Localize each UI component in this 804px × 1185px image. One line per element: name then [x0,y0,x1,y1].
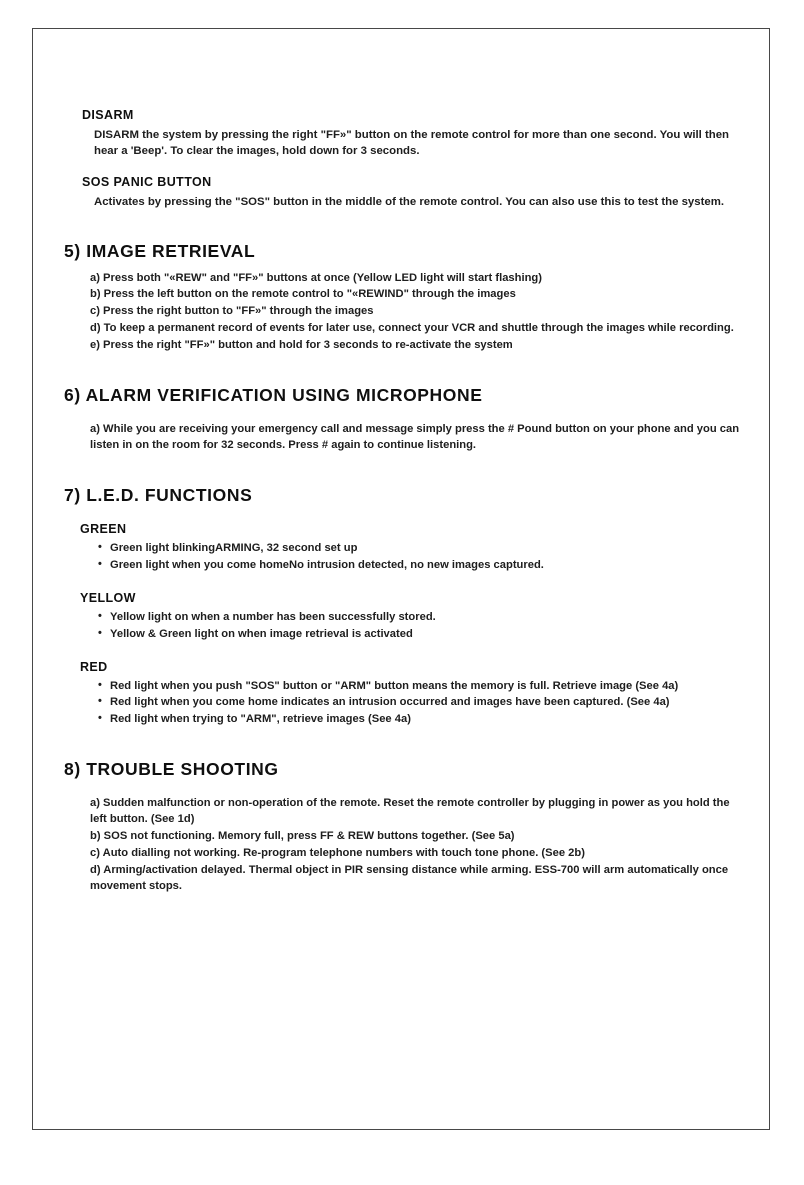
led-group-yellow [80,591,740,643]
image-retrieval-title [64,241,740,262]
section-sos-panic-button [64,175,740,210]
trouble-shooting-list [90,796,740,894]
list-item: c) Auto dialling not working. Re-program telephone numbers with touch tone phone. (See 2b) [90,846,585,859]
list-item: • Red light when you push "SOS" button or "ARM" button means the memory is full. Retrieve image (See 4a) [96,679,740,695]
alarm-verification-label: ALARM VERIFICATION USING MICROPHONE [85,385,483,406]
list-item: • Red light when trying to "ARM", retrieve images (See 4a) [96,712,740,728]
trouble-shooting-number: 8) [64,759,81,780]
sos-panic-body: Activates by pressing the "SOS" button in the middle of the remote control. You can also use this to test the system. [94,196,725,209]
list-item: c) Press the right button to "FF»" through the images [90,305,374,318]
section-alarm-verification [64,385,740,454]
document-content [64,108,740,896]
section-disarm [64,108,740,159]
disarm-body: DISARM the system by pressing the right "FF»" button on the remote control for more than one second. You will then hear a 'Beep'. To clear the images, hold down for 3 seconds. [94,129,730,158]
image-retrieval-list [90,271,740,355]
trouble-shooting-title [64,759,740,780]
section-image-retrieval [64,241,740,355]
image-retrieval-label: IMAGE RETRIEVAL [86,240,256,261]
list-item: • Green light when you come homeNo intrusion detected, no new images captured. [96,558,740,574]
image-retrieval-number: 5) [64,240,81,261]
trouble-shooting-label: TROUBLE SHOOTING [86,759,279,780]
led-green-label: GREEN [80,521,127,536]
list-item: d) Arming/activation delayed. Thermal object in PIR sensing distance while arming. ESS-700 will arm automatically once movement stops. [90,863,729,892]
list-item: a) Sudden malfunction or non-operation of the remote. Reset the remote controller by plugging in power as you hold the left button. (See 1d) [90,797,730,826]
list-item: a) Press both "«REW" and "FF»" buttons at once (Yellow LED light will start flashing) [90,271,542,284]
led-functions-title [64,485,740,506]
alarm-verification-number: 6) [64,385,81,406]
sos-panic-heading: SOS PANIC BUTTON [82,175,212,190]
list-item: • Yellow & Green light on when image retrieval is activated [96,627,740,643]
list-item: d) To keep a permanent record of events for later use, connect your VCR and shuttle through the images while recording. [90,322,734,335]
led-red-bullets [96,679,740,729]
alarm-verification-title [64,385,740,406]
list-item: b) Press the left button on the remote control to "«REWIND" through the images [90,288,516,301]
list-item: • Green light blinkingARMING, 32 second set up [96,541,740,557]
disarm-heading: DISARM [82,108,134,122]
led-yellow-label: YELLOW [80,590,136,605]
list-item: • Yellow light on when a number has been successfully stored. [96,610,740,626]
alarm-verification-list [90,422,740,454]
led-green-bullets [96,541,740,574]
led-functions-label: L.E.D. FUNCTIONS [86,484,253,505]
section-trouble-shooting [64,759,740,894]
list-item: a) While you are receiving your emergency call and message simply press the # Pound button on your phone and you can listen in on the room for 32 seconds. Press # again to continue listening. [90,423,740,451]
list-item: b) SOS not functioning. Memory full, press FF & REW buttons together. (See 5a) [90,830,515,843]
led-yellow-bullets [96,610,740,643]
led-group-green [80,522,740,574]
list-item: • Red light when you come home indicates an intrusion occurred and images have been captured. (See 4a) [96,695,740,711]
led-group-red [80,660,740,729]
led-red-label: RED [80,659,108,674]
list-item: e) Press the right "FF»" button and hold for 3 seconds to re-activate the system [90,339,513,352]
led-functions-number: 7) [64,484,81,505]
section-led-functions [64,485,740,728]
